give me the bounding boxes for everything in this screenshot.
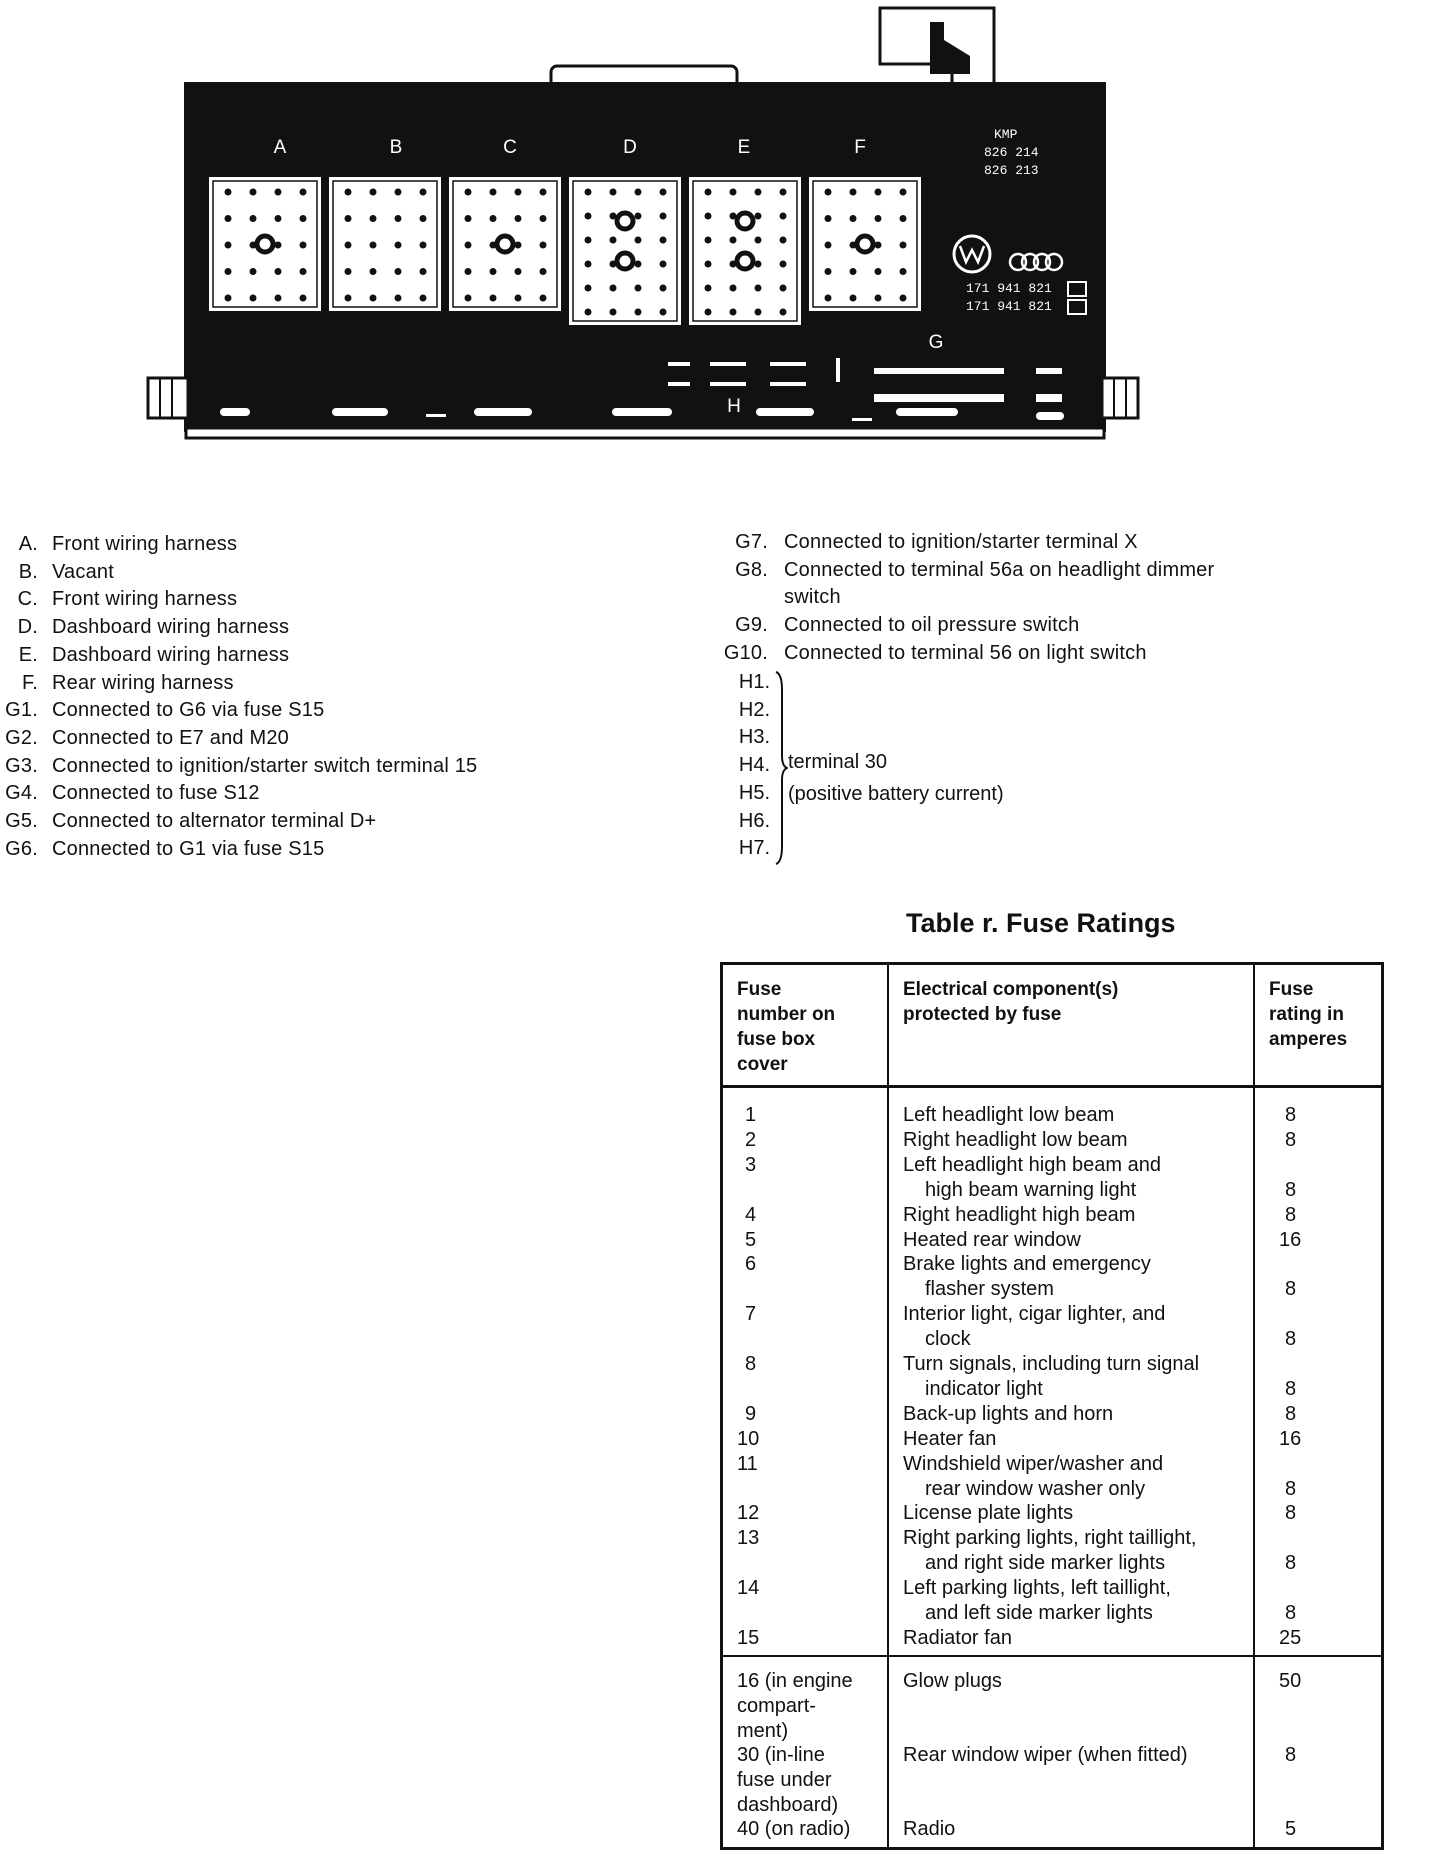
component: Rear window wiper (when fitted) — [903, 1744, 1188, 1766]
part-number-bottom-2: 171 941 821 — [966, 299, 1052, 314]
component: Left parking lights, left taillight, — [903, 1577, 1171, 1600]
fuse-rating: 8 — [1285, 1602, 1297, 1624]
h-terminal-key: H7. — [738, 837, 770, 860]
part-number-top-3: 826 213 — [984, 163, 1039, 178]
component: Heated rear window — [903, 1228, 1081, 1251]
legend-text: Vacant — [52, 560, 114, 583]
component: Right parking lights, right taillight, — [903, 1527, 1197, 1550]
fuse-number: 40 (on radio) — [737, 1818, 851, 1840]
legend-key: C. — [17, 588, 38, 611]
fuse-number: 13 — [737, 1527, 760, 1550]
legend-text: Connected to ignition/starter switch terminal 15 — [52, 754, 478, 777]
part-number-top-2: 826 214 — [984, 145, 1039, 160]
h-terminal-brace — [774, 670, 788, 866]
component: Right headlight low beam — [903, 1128, 1128, 1151]
fuse-number: dashboard) — [737, 1793, 839, 1816]
legend-text: Front wiring harness — [52, 533, 238, 555]
fuse-rating: 50 — [1279, 1670, 1302, 1692]
legend-key: G4. — [5, 782, 38, 805]
fuse-number: compart- — [737, 1694, 816, 1717]
legend-key: B. — [18, 560, 38, 583]
legend-item — [0, 696, 620, 724]
fuse-rating: 8 — [1285, 1502, 1297, 1525]
fuse-rating: 8 — [1285, 1744, 1297, 1766]
h-terminal-key: H4. — [738, 754, 770, 777]
legend-key: G5. — [5, 810, 38, 832]
fuse-number: 3 — [745, 1153, 757, 1176]
connector-block — [208, 176, 322, 312]
connector-label-b: B — [389, 137, 403, 158]
component: high beam warning light — [925, 1178, 1137, 1201]
part-number-top-1: KMP — [994, 127, 1018, 142]
fuse-rating: 8 — [1285, 1278, 1297, 1301]
legend-item — [0, 752, 620, 780]
h-terminal-key: H5. — [738, 781, 770, 804]
component: clock — [925, 1328, 971, 1351]
fuse-rating: 16 — [1279, 1228, 1302, 1251]
fuse-rating: 8 — [1285, 1328, 1297, 1351]
component: Brake lights and emergency — [903, 1253, 1151, 1276]
header-fuse-number — [737, 977, 877, 1077]
left-mount — [148, 378, 188, 418]
legend-key: E. — [18, 643, 38, 666]
legend-key: G2. — [5, 726, 38, 749]
h-terminal-note: (positive battery current) — [788, 783, 1004, 805]
legend-item — [0, 669, 620, 697]
connector-block — [448, 176, 562, 312]
component: Glow plugs — [903, 1670, 1002, 1692]
legend-text: Connected to alternator terminal D+ — [52, 810, 377, 832]
connector-label-c: C — [503, 137, 517, 158]
group-h-label: H — [727, 396, 741, 417]
connector-label-f: F — [854, 137, 866, 158]
fuse-rating: 5 — [1285, 1818, 1297, 1840]
legend-text: Connected to E7 and M20 — [52, 726, 289, 749]
fuse-number: 15 — [737, 1626, 760, 1649]
fuse-number: 5 — [745, 1228, 757, 1251]
fuse-number: 16 (in engine — [737, 1670, 853, 1692]
fuse-rating: 8 — [1285, 1178, 1297, 1201]
legend-text: Dashboard wiring harness — [52, 616, 290, 639]
legend-text: Dashboard wiring harness — [52, 643, 290, 666]
legend-key: G8. — [735, 558, 768, 581]
legend-text: Front wiring harness — [52, 588, 238, 611]
component: Left headlight low beam — [903, 1104, 1115, 1126]
fuse-rating: 8 — [1285, 1203, 1297, 1226]
fuse-rating: 8 — [1285, 1477, 1297, 1500]
legend-item — [0, 585, 620, 613]
legend-text: Connected to fuse S12 — [52, 782, 260, 805]
legend-key: G7. — [735, 531, 768, 553]
header-component — [903, 977, 1233, 1027]
component: Left headlight high beam and — [903, 1153, 1161, 1176]
connector-label-a: A — [273, 137, 287, 158]
legend-key: G9. — [735, 614, 768, 637]
component: Radiator fan — [903, 1626, 1012, 1649]
header-line: number on — [737, 1004, 836, 1025]
legend-key: A. — [18, 533, 38, 555]
legend-item — [0, 558, 620, 586]
fuse-rating: 8 — [1285, 1377, 1297, 1400]
fuse-number: 9 — [745, 1402, 757, 1425]
fuse-rating: 8 — [1285, 1552, 1297, 1575]
component: and right side marker lights — [925, 1552, 1166, 1575]
component: Radio — [903, 1818, 956, 1840]
legend-text: switch — [784, 586, 841, 609]
header-line: Fuse — [1269, 979, 1314, 1000]
fuse-number: 30 (in-line — [737, 1744, 825, 1766]
fuse-number: 4 — [745, 1203, 757, 1226]
legend-item — [0, 807, 620, 835]
header-line: protected by fuse — [903, 1004, 1062, 1025]
component: rear window washer only — [925, 1477, 1146, 1500]
legend-key: F. — [22, 671, 38, 694]
legend-item — [0, 835, 620, 863]
legend-text: Connected to terminal 56a on headlight dimmer — [784, 558, 1215, 581]
component: Back-up lights and horn — [903, 1402, 1114, 1425]
fuse-number: 8 — [745, 1353, 757, 1375]
header-line: amperes — [1269, 1029, 1348, 1050]
legend-key: G3. — [5, 754, 38, 777]
legend-item — [0, 530, 620, 558]
right-mount — [1102, 378, 1138, 418]
part-number-bottom-1: 171 941 821 — [966, 281, 1052, 296]
header-line: Fuse — [737, 979, 782, 1000]
fuse-number: 12 — [737, 1502, 760, 1525]
connector-block — [808, 176, 922, 312]
component: Turn signals, including turn signal — [903, 1353, 1200, 1375]
fuse-rating: 8 — [1285, 1128, 1297, 1151]
legend-text: Connected to G6 via fuse S15 — [52, 699, 325, 722]
header-line: cover — [737, 1054, 788, 1075]
header-line: fuse box — [737, 1029, 816, 1050]
legend-text: Connected to terminal 56 on light switch — [784, 641, 1147, 664]
header-rating — [1269, 977, 1379, 1052]
fuse-ratings-table — [720, 962, 1384, 1850]
fuse-number: 1 — [745, 1104, 757, 1126]
h-terminal-key: H6. — [738, 809, 770, 832]
group-g-label: G — [928, 332, 944, 353]
h-terminal-key: H2. — [738, 698, 770, 721]
connector-label-d: D — [623, 137, 637, 158]
legend-key: G10. — [723, 641, 768, 664]
legend-item — [0, 613, 620, 641]
component: Right headlight high beam — [903, 1203, 1136, 1226]
fuse-number: 7 — [745, 1303, 757, 1326]
table-title: Table r. Fuse Ratings — [906, 908, 1176, 938]
h-terminal-key: H3. — [738, 726, 770, 749]
component: License plate lights — [903, 1502, 1074, 1525]
connector-block — [568, 176, 682, 326]
legend-item — [0, 779, 620, 807]
legend-key: D. — [17, 616, 38, 639]
component: Heater fan — [903, 1427, 997, 1450]
component: Windshield wiper/washer and — [903, 1452, 1164, 1475]
fuse-number: 14 — [737, 1577, 760, 1600]
fuse-number: fuse under — [737, 1768, 832, 1791]
legend-text: Connected to ignition/starter terminal X — [784, 531, 1138, 553]
connector-block — [328, 176, 442, 312]
fuse-rating: 16 — [1279, 1427, 1302, 1450]
component: Interior light, cigar lighter, and — [903, 1303, 1166, 1326]
header-line: Electrical component(s) — [903, 979, 1119, 1000]
component: indicator light — [925, 1377, 1043, 1400]
h-terminal-key: H1. — [738, 671, 770, 693]
connector-block — [688, 176, 802, 326]
fuse-number: 2 — [745, 1128, 757, 1151]
fuse-rating: 8 — [1285, 1402, 1297, 1425]
fuse-number: 6 — [745, 1253, 757, 1276]
component: flasher system — [925, 1278, 1054, 1301]
fuse-number: 10 — [737, 1427, 760, 1450]
legend-key: G6. — [5, 837, 38, 860]
legend-text: Connected to oil pressure switch — [784, 614, 1080, 637]
fuse-number: ment) — [737, 1719, 789, 1742]
legend-key: G1. — [5, 699, 38, 722]
legend-item — [0, 724, 620, 752]
h-terminal-description: terminal 30 — [788, 751, 887, 773]
header-line: rating in — [1269, 1004, 1344, 1025]
connector-label-e: E — [737, 137, 751, 158]
legend-text: Connected to G1 via fuse S15 — [52, 837, 325, 860]
component: and left side marker lights — [925, 1602, 1153, 1624]
fuse-box-diagram — [0, 0, 1440, 480]
fuse-number: 11 — [737, 1452, 758, 1475]
legend-item — [0, 641, 620, 669]
legend-text: Rear wiring harness — [52, 671, 234, 694]
fuse-rating: 25 — [1279, 1626, 1302, 1649]
fuse-rating: 8 — [1285, 1104, 1297, 1126]
